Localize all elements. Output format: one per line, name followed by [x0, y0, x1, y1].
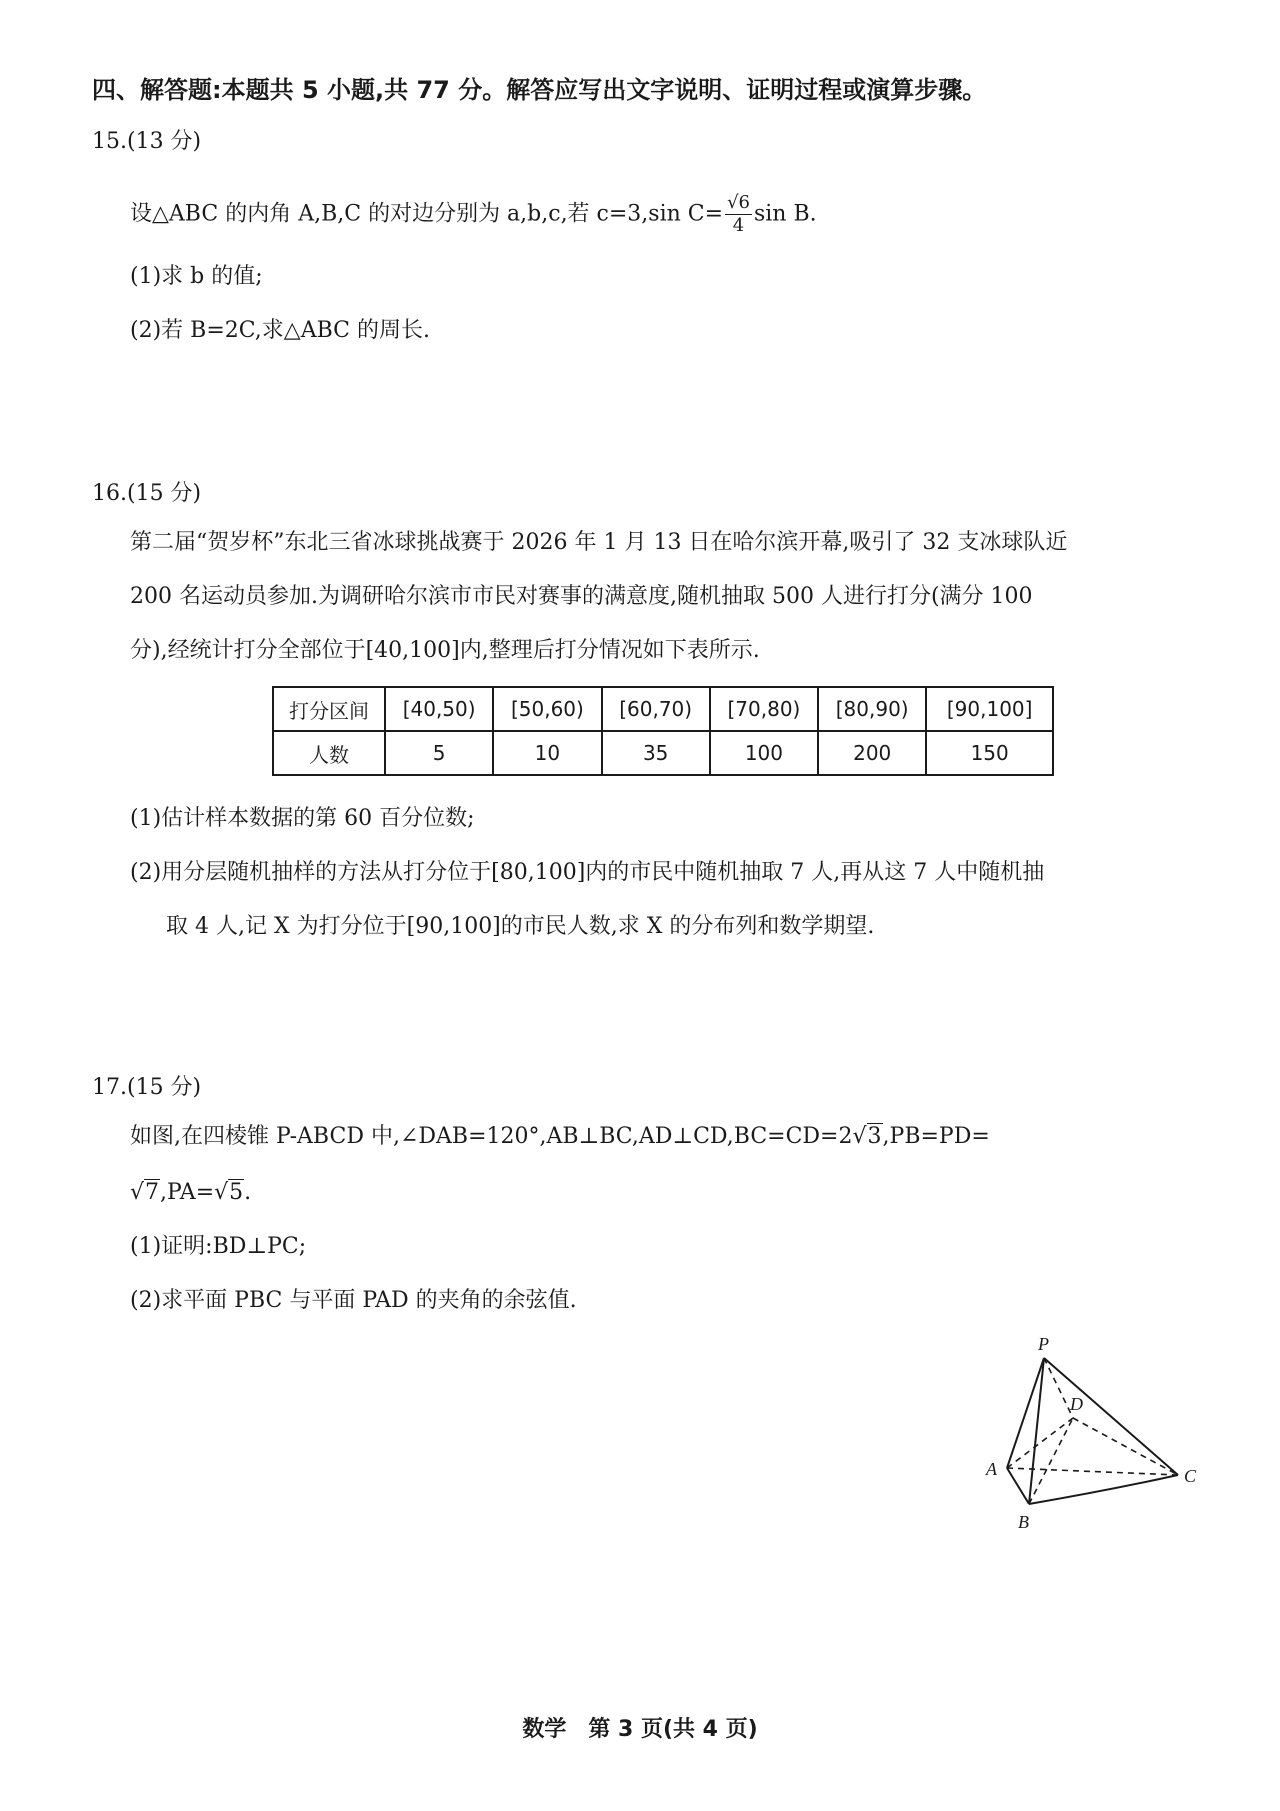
edge-PD: [1044, 1358, 1073, 1418]
table-cell-interval: [50,60): [493, 687, 601, 731]
q15-number: 15.(13 分): [92, 129, 202, 154]
label-C: C: [1184, 1466, 1197, 1486]
table-cell-count: 35: [602, 731, 710, 775]
q16-part1: (1)估计样本数据的第 60 百分位数;: [130, 806, 475, 831]
table-cell-count: 200: [818, 731, 926, 775]
q16-line3: 分),经统计打分全部位于[40,100]内,整理后打分情况如下表所示.: [130, 638, 760, 663]
edge-PC: [1044, 1358, 1178, 1475]
label-A: A: [986, 1459, 997, 1479]
q17-line1-b: ,PB=PD=: [882, 1124, 990, 1149]
table-cell-interval: [60,70): [602, 687, 710, 731]
table-cell-count: 150: [926, 731, 1053, 775]
q17-line2-sqrt2: 5: [229, 1180, 244, 1205]
q17-line1-sqrt: 3: [867, 1124, 882, 1149]
edge-AD: [1007, 1418, 1073, 1468]
edge-BC: [1029, 1475, 1178, 1504]
table-cell-count: 10: [493, 731, 601, 775]
q17-line1-a: 如图,在四棱锥 P-ABCD 中,∠DAB=120°,AB⊥BC,AD⊥CD,BC=CD=2: [130, 1124, 853, 1149]
table-cell-interval: [70,80): [710, 687, 818, 731]
table-row-counts: [273, 731, 1053, 775]
q17-number: 17.(15 分): [92, 1075, 202, 1100]
q17-line2-end: .: [244, 1180, 252, 1205]
table-row-label-counts: 人数: [273, 731, 385, 775]
q17-part1: (1)证明:BD⊥PC;: [130, 1234, 307, 1259]
pyramid-figure: [960, 1330, 1220, 1550]
edge-DC: [1073, 1418, 1178, 1475]
table-cell-interval: [40,50): [385, 687, 493, 731]
q15-stem-prefix: 设△ABC 的内角 A,B,C 的对边分别为 a,b,c,若 c=3,sin C=: [130, 201, 724, 227]
q15-stem-suffix: sin B.: [753, 201, 817, 227]
score-table: [272, 686, 1054, 776]
label-B: B: [1018, 1512, 1029, 1532]
q15-part1: (1)求 b 的值;: [130, 264, 263, 289]
table-row-label-intervals: 打分区间: [273, 687, 385, 731]
table-row-intervals: [273, 687, 1053, 731]
page-footer: 数学 第 3 页(共 4 页): [522, 1717, 758, 1742]
q17-line1: 如图,在四棱锥 P-ABCD 中,∠DAB=120°,AB⊥BC,AD⊥CD,BC=CD=2√3,PB=PD=: [130, 1124, 990, 1149]
table-cell-interval: [90,100]: [926, 687, 1053, 731]
q16-part2-line2: 取 4 人,记 X 为打分位于[90,100]的市民人数,求 X 的分布列和数学期望.: [166, 914, 875, 939]
section-header: 四、解答题:本题共 5 小题,共 77 分。解答应写出文字说明、证明过程或演算步骤。: [92, 76, 987, 104]
q17-line2-sqrt1: 7: [145, 1180, 160, 1205]
q16-number: 16.(15 分): [92, 481, 202, 506]
q16-part2-line1: (2)用分层随机抽样的方法从打分位于[80,100]内的市民中随机抽取 7 人,再从这 7 人中随机抽: [130, 860, 1045, 885]
q15-frac-den: 4: [732, 215, 745, 236]
label-D: D: [1070, 1394, 1083, 1414]
label-P: P: [1038, 1334, 1049, 1354]
q17-part2: (2)求平面 PBC 与平面 PAD 的夹角的余弦值.: [130, 1288, 577, 1313]
q15-stem: [130, 194, 817, 235]
q15-part2: (2)若 B=2C,求△ABC 的周长.: [130, 318, 430, 343]
q17-line2-mid: ,PA=: [160, 1180, 215, 1205]
q17-line2: √7,PA=√5.: [130, 1180, 252, 1205]
edge-AB: [1007, 1468, 1029, 1504]
q15-frac-num: √6: [727, 192, 750, 213]
q15-fraction: [725, 194, 752, 235]
table-cell-count: 5: [385, 731, 493, 775]
q16-line1: 第二届“贺岁杯”东北三省冰球挑战赛于 2026 年 1 月 13 日在哈尔滨开幕,吸引了 32 支冰球队近: [130, 530, 1068, 555]
table-cell-count: 100: [710, 731, 818, 775]
q16-line2: 200 名运动员参加.为调研哈尔滨市市民对赛事的满意度,随机抽取 500 人进行打分(满分 100: [130, 584, 1033, 609]
table-cell-interval: [80,90): [818, 687, 926, 731]
